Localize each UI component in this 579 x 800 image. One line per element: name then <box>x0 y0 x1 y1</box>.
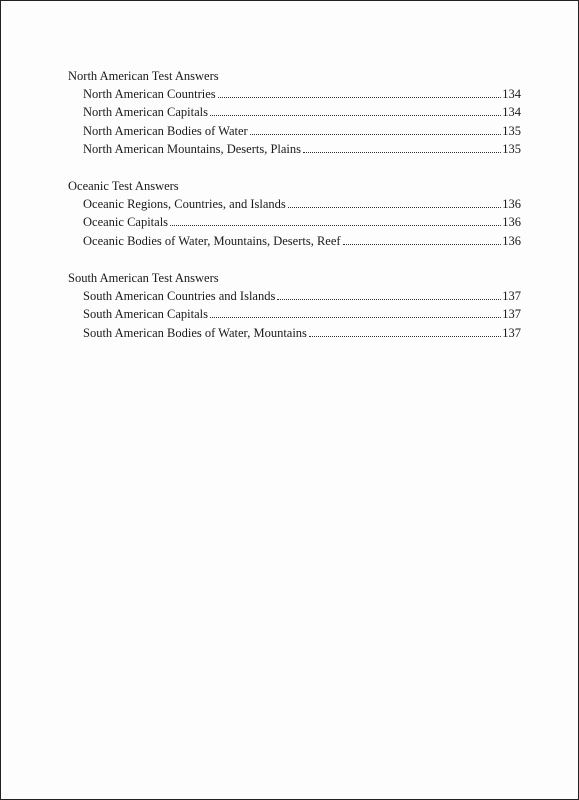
toc-entry <box>68 324 521 342</box>
toc-entry <box>68 195 521 213</box>
toc-entry <box>68 287 521 305</box>
dot-leader <box>288 207 502 208</box>
dot-leader <box>343 244 502 245</box>
dot-leader <box>210 317 501 318</box>
toc-entry-label: South American Countries and Islands <box>83 289 276 304</box>
toc-entry-page-number: 136 <box>502 233 521 248</box>
toc-entry-label: North American Mountains, Deserts, Plains <box>83 141 302 156</box>
toc-entry <box>68 213 521 231</box>
section-heading: South American Test Answers <box>68 271 219 286</box>
toc-entry-label: South American Capitals <box>83 307 208 322</box>
toc-entry-label: Oceanic Regions, Countries, and Islands <box>83 197 286 212</box>
toc-entry-label: Oceanic Capitals <box>83 215 169 230</box>
table-of-contents <box>68 67 521 361</box>
toc-entry <box>68 305 521 323</box>
section-heading: Oceanic Test Answers <box>68 179 179 194</box>
dot-leader <box>277 299 501 300</box>
dot-leader <box>170 225 501 226</box>
toc-entry <box>68 232 521 250</box>
toc-entry <box>68 140 521 158</box>
toc-entry-label: Oceanic Bodies of Water, Mountains, Deserts, Reef <box>83 233 341 248</box>
toc-section-south-america <box>68 269 521 342</box>
toc-entry-label: South American Bodies of Water, Mountains <box>83 325 307 340</box>
toc-entry <box>68 103 521 121</box>
dot-leader <box>309 336 501 337</box>
toc-entry-page-number: 136 <box>502 215 521 230</box>
toc-entry <box>68 122 521 140</box>
dot-leader <box>210 115 501 116</box>
dot-leader <box>303 152 501 153</box>
toc-entry-label: North American Capitals <box>83 105 208 120</box>
dot-leader <box>250 134 502 135</box>
toc-entry-page-number: 137 <box>502 289 521 304</box>
section-heading: North American Test Answers <box>68 69 219 83</box>
toc-entry-page-number: 136 <box>502 197 521 212</box>
toc-section-north-america <box>68 67 521 158</box>
toc-section-oceanic <box>68 177 521 250</box>
toc-entry-page-number: 134 <box>502 87 521 101</box>
toc-entry-page-number: 134 <box>502 105 521 120</box>
toc-entry <box>68 85 521 103</box>
toc-entry-page-number: 135 <box>502 123 521 138</box>
toc-entry-label: North American Countries <box>83 87 216 101</box>
toc-entry-page-number: 137 <box>502 325 521 340</box>
dot-leader <box>218 97 502 98</box>
toc-entry-label: North American Bodies of Water <box>83 123 248 138</box>
toc-entry-page-number: 137 <box>502 307 521 322</box>
toc-entry-page-number: 135 <box>502 141 521 156</box>
